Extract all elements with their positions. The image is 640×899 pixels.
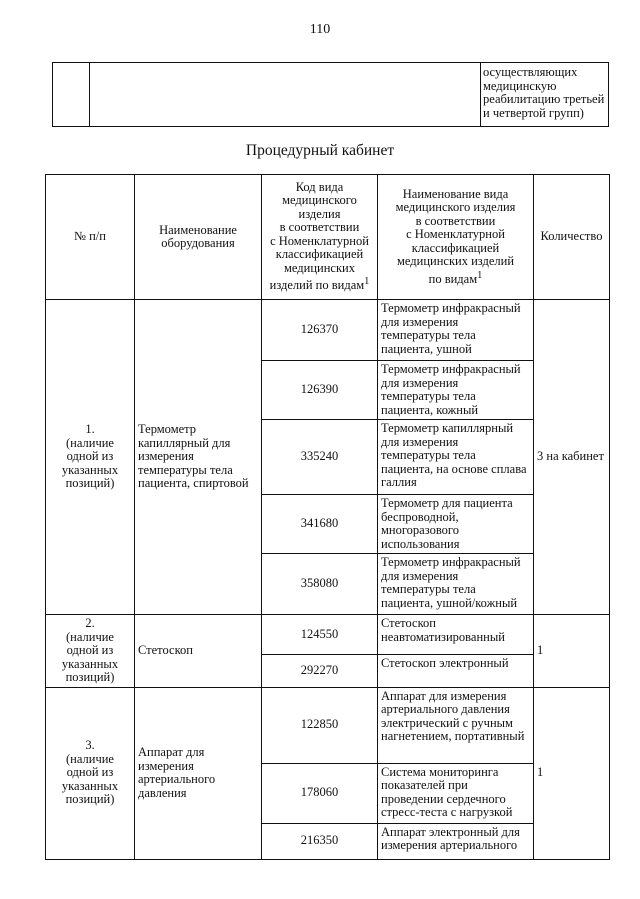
- item-name: Аппарат для измерения артериального давления электрический с ручным нагнетением, портативный: [378, 687, 534, 763]
- item-name: Термометр инфракрасный для измерения температуры тела пациента, ушной/кожный: [378, 554, 534, 615]
- equipment-table: [45, 174, 610, 860]
- item-code: 122850: [262, 687, 378, 763]
- header-num: № п/п: [46, 175, 135, 300]
- table-header-row: [46, 175, 610, 300]
- section-title: Процедурный кабинет: [245, 142, 395, 159]
- item-name: Стетоскоп электронный: [378, 655, 534, 687]
- item-code: 216350: [262, 823, 378, 859]
- item-name: Термометр для пациента беспроводной, многоразового использования: [378, 495, 534, 554]
- item-code: 126390: [262, 361, 378, 420]
- group-quantity: 1: [534, 687, 610, 859]
- continuation-cell-equipment: [90, 63, 481, 127]
- group-quantity: 3 на кабинет: [534, 300, 610, 615]
- header-quantity: Количество: [534, 175, 610, 300]
- continuation-cell-num: [53, 63, 90, 127]
- item-code: 358080: [262, 554, 378, 615]
- header-equipment: Наименование оборудования: [135, 175, 262, 300]
- item-name: Термометр инфракрасный для измерения температуры тела пациента, ушной: [378, 300, 534, 361]
- footnote-mark: 1: [364, 276, 370, 288]
- table-row: [46, 687, 610, 763]
- item-code: 335240: [262, 420, 378, 495]
- item-name: Стетоскоп неавтоматизированный: [378, 615, 534, 655]
- continuation-cell-text: осуществляющих медицинскую реабилитацию третьей и четвертой групп): [481, 63, 609, 127]
- group-number: 1. (наличие одной из указанных позиций): [46, 300, 135, 615]
- group-quantity: 1: [534, 615, 610, 688]
- item-name: Термометр инфракрасный для измерения температуры тела пациента, кожный: [378, 361, 534, 420]
- group-equipment: Стетоскоп: [135, 615, 262, 688]
- header-name: Наименование вида медицинского изделия в соответствии с Номенклатурной классификацией медицинских изделий по видам$^1$: [378, 175, 534, 300]
- table-row: [46, 300, 610, 361]
- item-code: 292270: [262, 655, 378, 687]
- group-equipment: Термометр капиллярный для измерения температуры тела пациента, спиртовой: [135, 300, 262, 615]
- group-equipment: Аппарат для измерения артериального давления: [135, 687, 262, 859]
- group-number: 3. (наличие одной из указанных позиций): [46, 687, 135, 859]
- page-number: 110: [309, 22, 331, 37]
- item-code: 178060: [262, 763, 378, 823]
- group-number: 2. (наличие одной из указанных позиций): [46, 615, 135, 688]
- footnote-mark: 1: [477, 269, 483, 281]
- item-name: Аппарат электронный для измерения артериального: [378, 823, 534, 859]
- item-code: 126370: [262, 300, 378, 361]
- item-code: 124550: [262, 615, 378, 655]
- item-name: Система мониторинга показателей при проведении сердечного стресс-теста с нагрузкой: [378, 763, 534, 823]
- item-name: Термометр капиллярный для измерения температуры тела пациента, на основе сплава галлия: [378, 420, 534, 495]
- item-code: 341680: [262, 495, 378, 554]
- continuation-table: [52, 62, 609, 127]
- header-code: Код вида медицинского изделия в соответствии с Номенклатурной классификацией медицинских изделий по видам$^1$: [262, 175, 378, 300]
- table-row: [46, 615, 610, 655]
